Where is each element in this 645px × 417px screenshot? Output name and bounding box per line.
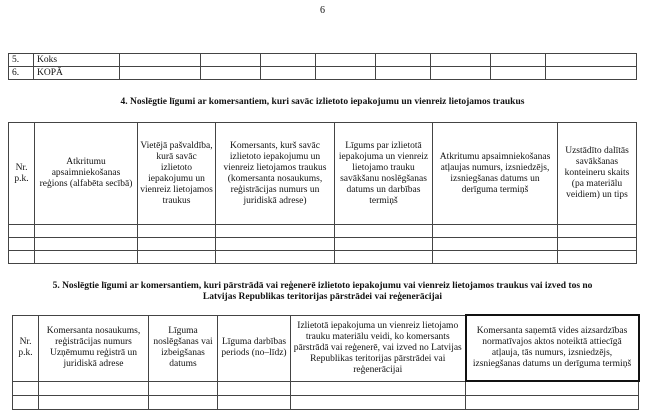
column-header: Līguma noslēgšanas vai izbeigšanas datums	[149, 315, 218, 381]
table-row	[9, 251, 637, 264]
collection-contracts-table	[8, 122, 637, 264]
column-header: Komersanta saņemtā vides aizsardzības normatīvajos aktos noteiktā attiecīgā atļauja, tās numurs, izsniedzējs, izsniegšanas datums un derīguma termiņš	[466, 315, 639, 381]
row-number: 6.	[9, 67, 34, 80]
section5-heading	[0, 281, 645, 303]
table-row	[9, 54, 637, 67]
column-header: Vietējā pašvaldība, kurā savāc izlietoto iepakojumu un vienreiz lietojamos traukus	[138, 123, 216, 225]
column-header: Līguma darbības periods (no–līdz)	[218, 315, 291, 381]
column-header: Nr. p.k.	[9, 123, 35, 225]
table-row	[9, 67, 637, 80]
column-header: Komersants, kurš savāc izlietoto iepakojumu un vienreiz lietojamos traukus (komersanta nosaukums, reģistrācijas numurs un juridiskā adrese)	[216, 123, 335, 225]
materials-summary-table	[8, 53, 637, 80]
column-header: Izlietotā iepakojuma un vienreiz lietojamo trauku materiālu veidi, ko komersants pārstrādā vai reģenerē, vai izved no Latvijas Republikas teritorijas pārstrādei vai reģenerācijai	[291, 315, 466, 381]
section5-heading-line1: 5. Noslēgtie līgumi ar komersantiem, kuri pārstrādā vai reģenerē izlietoto iepakojumu vai vienreiz lietojamos traukus vai izved tos no	[52, 281, 593, 291]
column-header: Atkritumu apsaimniekošanas reģions (alfabēta secībā)	[35, 123, 138, 225]
column-header: Līgums par izlietotā iepakojuma un vienreiz lietojamo trauku savākšanu noslēgšanas datums un darbības termiņš	[335, 123, 433, 225]
column-header: Komersanta nosaukums, reģistrācijas numurs Uzņēmumu reģistrā un juridiskā adrese	[39, 315, 149, 381]
column-header: Atkritumu apsaimniekošanas atļaujas numurs, izsniedzējs, izsniegšanas datums un derīguma termiņš	[433, 123, 558, 225]
column-header: Uzstādīto dalītās savākšanas konteineru skaits (pa materiālu veidiem) un tips	[558, 123, 637, 225]
table-row	[9, 238, 637, 251]
table-header-row	[9, 123, 637, 225]
table-row	[13, 381, 639, 396]
table-row	[9, 225, 637, 238]
section4-heading: 4. Noslēgtie līgumi ar komersantiem, kuri savāc izlietoto iepakojumu un vienreiz lietojamos traukus	[120, 97, 525, 107]
table-row	[13, 396, 639, 410]
column-header: Nr. p.k.	[13, 315, 39, 381]
row-number: 5.	[9, 54, 34, 67]
page-number: 6	[320, 5, 325, 16]
row-label: KOPĀ	[34, 67, 120, 80]
table-header-row	[13, 315, 639, 381]
section5-heading-line2: Latvijas Republikas teritorijas pārstrādei vai reģenerācijai	[202, 292, 443, 302]
recycling-contracts-table	[12, 314, 640, 410]
row-label: Koks	[34, 54, 120, 67]
